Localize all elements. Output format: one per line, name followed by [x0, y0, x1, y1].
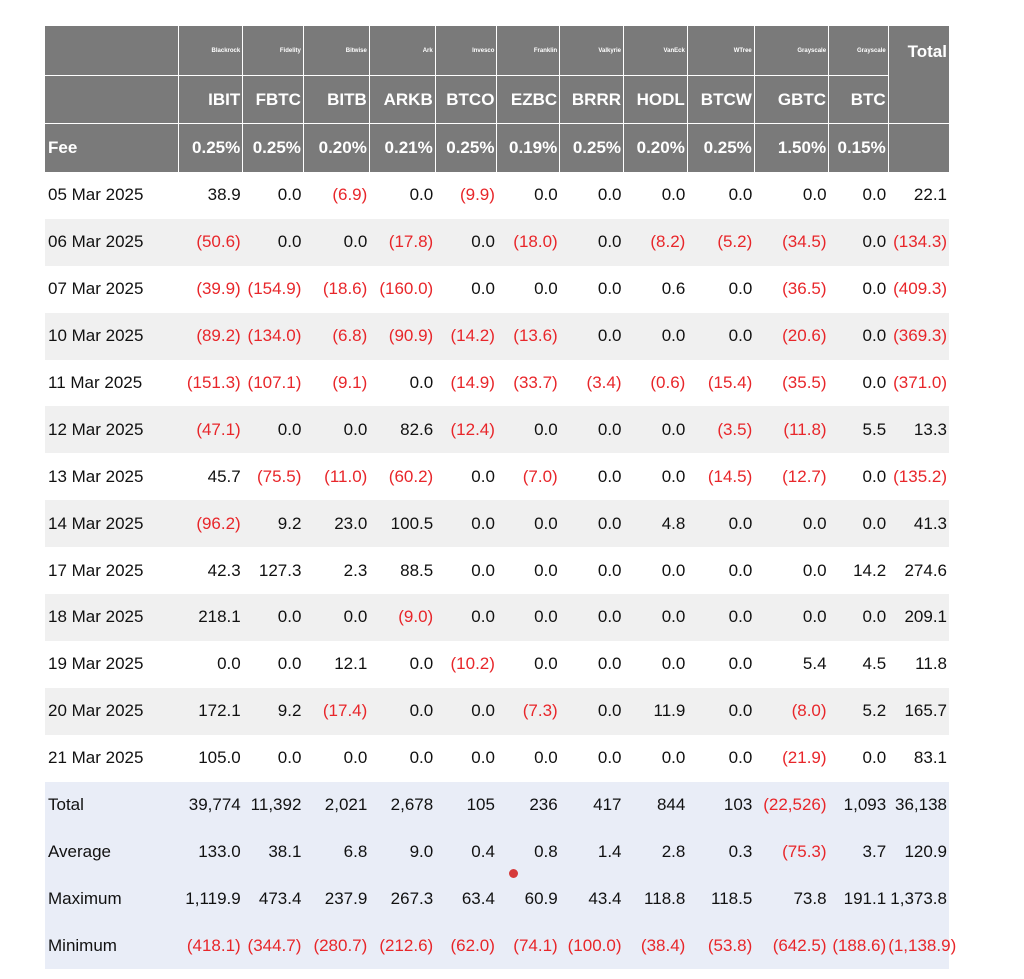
flow-cell: 105: [466, 795, 495, 815]
flow-cell: 0.0: [277, 185, 302, 205]
fee-value: 0.20%: [624, 124, 688, 173]
row-label: Minimum: [48, 935, 117, 955]
row-label: 19 Mar 2025: [48, 654, 144, 674]
flow-cell: 844: [656, 795, 686, 815]
row-label: Total: [48, 795, 84, 815]
flow-cell: 4.8: [661, 513, 686, 533]
table-row: [45, 735, 949, 782]
flow-cell: 5.4: [802, 654, 827, 674]
flow-cell: 0.0: [728, 701, 753, 721]
flow-cell: 0.0: [534, 560, 558, 580]
provider-name: Grayscale: [754, 26, 828, 76]
row-label: 20 Mar 2025: [48, 701, 144, 721]
fee-value: 0.21%: [369, 124, 435, 173]
flow-cell: 14.2: [853, 560, 887, 580]
flow-cell: 118.5: [711, 888, 753, 908]
provider-name: Grayscale: [829, 26, 889, 76]
table-row: [45, 313, 949, 360]
flow-cell: 0.0: [343, 232, 368, 252]
flow-cell: (39.9): [196, 279, 241, 299]
etf-flow-table: [45, 26, 957, 969]
row-label: 21 Mar 2025: [48, 748, 144, 768]
flow-cell: 0.0: [343, 748, 368, 768]
flow-cell: 0.0: [409, 185, 434, 205]
provider-name: VanEck: [624, 26, 688, 76]
flow-cell: 0.0: [862, 232, 887, 252]
flow-cell: 0.0: [534, 279, 558, 299]
summary-row: [45, 828, 949, 875]
row-total-cell: 1,373.8: [890, 888, 947, 908]
ticker-header: FBTC: [243, 76, 304, 124]
flow-cell: 43.4: [588, 888, 622, 908]
flow-cell: 12.1: [334, 654, 368, 674]
ticker-header: BTCW: [687, 76, 754, 124]
flow-cell: 2,678: [390, 795, 434, 815]
flow-cell: 2,021: [324, 795, 368, 815]
flow-cell: 118.8: [644, 888, 686, 908]
flow-cell: 0.8: [534, 841, 558, 861]
flow-cell: 0.0: [409, 654, 434, 674]
row-total-cell: (1,138.9): [888, 935, 957, 955]
table-row: [45, 219, 949, 266]
fee-header-row: [45, 124, 949, 173]
flow-cell: (34.5): [782, 232, 827, 252]
flow-cell: 0.0: [277, 748, 302, 768]
flow-cell: (89.2): [196, 326, 241, 346]
flow-cell: 473.4: [258, 888, 302, 908]
flow-cell: 0.0: [534, 419, 558, 439]
row-total-cell: (371.0): [893, 373, 947, 392]
table-row: [45, 172, 949, 219]
flow-cell: (6.8): [332, 326, 368, 346]
flow-cell: 0.0: [409, 373, 434, 392]
provider-name: Fidelity: [243, 26, 304, 76]
provider-name: Ark: [369, 26, 435, 76]
flow-cell: 0.0: [862, 466, 887, 486]
flow-cell: 0.0: [862, 326, 887, 346]
flow-cell: (33.7): [513, 373, 558, 392]
ticker-header: IBIT: [179, 76, 243, 124]
flow-cell: (15.4): [707, 373, 753, 392]
flow-cell: 38.1: [268, 841, 302, 861]
flow-cell: 0.0: [802, 560, 827, 580]
flow-cell: (154.9): [247, 279, 302, 299]
flow-cell: 1,093: [843, 795, 887, 815]
header-blank: [45, 76, 179, 124]
provider-name: Valkyrie: [560, 26, 624, 76]
fee-value: 0.25%: [179, 124, 243, 173]
flow-cell: 0.0: [597, 326, 622, 346]
flow-cell: 0.0: [661, 607, 686, 627]
flow-cell: 105.0: [198, 748, 241, 768]
flow-cell: 0.0: [728, 654, 753, 674]
fee-value: 0.25%: [687, 124, 754, 173]
flow-cell: (8.0): [791, 701, 827, 721]
row-total-cell: 11.8: [915, 654, 947, 674]
table-row: [45, 266, 949, 313]
flow-cell: (134.0): [247, 326, 302, 346]
flow-cell: 0.0: [343, 419, 368, 439]
flow-cell: 0.0: [217, 654, 241, 674]
flow-cell: (9.9): [459, 185, 495, 205]
row-label: 17 Mar 2025: [48, 560, 144, 580]
table-row: [45, 594, 949, 641]
flow-cell: 9.2: [277, 701, 302, 721]
flow-cell: 0.0: [597, 466, 622, 486]
row-total-cell: 120.9: [904, 841, 947, 861]
fee-value: 0.20%: [303, 124, 369, 173]
flow-cell: (62.0): [450, 935, 495, 955]
flow-cell: 0.6: [661, 279, 686, 299]
row-label: 11 Mar 2025: [48, 373, 143, 392]
flow-cell: 0.0: [277, 232, 302, 252]
table-row: [45, 547, 949, 594]
flow-cell: (10.2): [450, 654, 495, 674]
table-row: [45, 641, 949, 688]
row-total-cell: 13.3: [913, 419, 947, 439]
ticker-header: HODL: [624, 76, 688, 124]
flow-cell: 0.0: [534, 654, 558, 674]
flow-cell: (14.2): [450, 326, 495, 346]
fee-label: Fee: [45, 124, 179, 173]
flow-cell: (74.1): [513, 935, 558, 955]
header-corner: [45, 26, 179, 76]
fee-value: 0.25%: [435, 124, 497, 173]
flow-cell: 0.0: [728, 279, 753, 299]
flow-cell: (12.4): [450, 419, 495, 439]
flow-cell: 11,392: [250, 795, 302, 815]
flow-cell: 63.4: [461, 888, 495, 908]
flow-cell: (212.6): [379, 935, 434, 955]
row-total-cell: (369.3): [893, 326, 947, 346]
row-label: 12 Mar 2025: [48, 419, 144, 439]
row-label: 18 Mar 2025: [48, 607, 144, 627]
flow-cell: 267.3: [390, 888, 434, 908]
flow-cell: 0.0: [597, 419, 622, 439]
flow-cell: 0.0: [471, 279, 495, 299]
table-row: [45, 406, 949, 453]
flow-cell: 0.0: [471, 560, 495, 580]
flow-cell: 0.0: [802, 185, 827, 205]
fee-value: 0.15%: [829, 124, 889, 173]
flow-cell: 0.0: [597, 560, 622, 580]
flow-cell: 0.0: [471, 513, 495, 533]
flow-cell: 0.0: [862, 373, 887, 392]
flow-cell: 0.0: [862, 185, 887, 205]
table-row: [45, 453, 949, 500]
flow-cell: 0.0: [409, 701, 434, 721]
flow-cell: 9.2: [277, 513, 302, 533]
summary-row: [45, 922, 949, 969]
fee-value: 0.19%: [497, 124, 560, 173]
provider-name: WTree: [687, 26, 754, 76]
flow-cell: 60.9: [524, 888, 558, 908]
flow-cell: 42.3: [207, 560, 241, 580]
flow-cell: 0.0: [862, 748, 887, 768]
flow-cell: 4.5: [862, 654, 887, 674]
flow-cell: 0.0: [277, 419, 302, 439]
flow-cell: 5.5: [862, 419, 887, 439]
row-label: 13 Mar 2025: [48, 466, 144, 486]
flow-cell: 88.5: [400, 560, 434, 580]
flow-cell: (188.6): [832, 935, 887, 955]
table-body: [45, 172, 957, 969]
row-total-cell: 165.7: [904, 701, 947, 721]
flow-cell: 0.0: [661, 419, 686, 439]
flow-cell: (107.1): [247, 373, 302, 392]
summary-row: [45, 875, 949, 922]
flow-cell: 237.9: [324, 888, 368, 908]
flow-cell: (14.5): [707, 466, 753, 486]
flow-cell: (160.0): [379, 279, 434, 299]
table-row: [45, 688, 949, 735]
flow-cell: (18.0): [513, 232, 558, 252]
flow-cell: (96.2): [196, 513, 241, 533]
flow-cell: (0.6): [650, 373, 686, 392]
flow-cell: 39,774: [188, 795, 241, 815]
flow-cell: 3.7: [862, 841, 887, 861]
flow-cell: 0.0: [661, 326, 686, 346]
flow-cell: 133.0: [198, 841, 241, 861]
flow-cell: 0.0: [661, 466, 686, 486]
fee-value: 0.25%: [560, 124, 624, 173]
row-label: 07 Mar 2025: [48, 279, 144, 299]
flow-cell: (7.0): [522, 466, 558, 486]
flow-cell: (13.6): [513, 326, 558, 346]
flow-cell: (11.0): [324, 466, 368, 486]
flow-cell: 0.0: [343, 607, 368, 627]
flow-cell: (22,526): [763, 795, 827, 815]
row-label: 14 Mar 2025: [48, 513, 144, 533]
flow-cell: 0.0: [728, 326, 753, 346]
table-row: [45, 360, 949, 407]
flow-cell: 11.9: [653, 701, 686, 721]
table-row: [45, 500, 949, 547]
row-label: 05 Mar 2025: [48, 185, 144, 205]
flow-cell: 0.0: [728, 513, 753, 533]
flow-cell: 0.0: [597, 513, 622, 533]
flow-cell: 0.0: [661, 654, 686, 674]
flow-cell: 6.8: [343, 841, 368, 861]
flow-cell: (20.6): [782, 326, 827, 346]
row-total-cell: (135.2): [893, 466, 947, 486]
flow-cell: (35.5): [782, 373, 827, 392]
flow-cell: (344.7): [247, 935, 302, 955]
flow-cell: 0.0: [534, 185, 558, 205]
flow-cell: 0.0: [661, 185, 686, 205]
flow-cell: (17.4): [322, 701, 368, 721]
row-label: 06 Mar 2025: [48, 232, 144, 252]
flow-cell: (100.0): [567, 935, 622, 955]
flow-cell: (18.6): [322, 279, 368, 299]
flow-cell: (9.0): [398, 607, 434, 627]
ticker-header: BRRR: [560, 76, 624, 124]
flow-cell: (75.3): [782, 841, 827, 861]
flow-cell: (11.8): [783, 419, 827, 439]
flow-cell: 45.7: [207, 466, 241, 486]
flow-cell: 0.0: [471, 232, 495, 252]
flow-cell: 0.0: [802, 513, 827, 533]
ticker-header: BTCO: [435, 76, 497, 124]
row-label: Average: [48, 841, 112, 861]
flow-cell: 0.0: [862, 607, 887, 627]
ticker-header: BTC: [829, 76, 889, 124]
ticker-header: EZBC: [497, 76, 560, 124]
flow-cell: 0.0: [597, 232, 622, 252]
flow-cell: 1,119.9: [185, 888, 241, 908]
row-total-cell: 22.1: [913, 185, 947, 205]
flow-cell: (50.6): [196, 232, 241, 252]
flow-cell: 0.0: [471, 701, 495, 721]
flow-cell: 0.0: [277, 654, 302, 674]
flow-cell: (9.1): [332, 373, 368, 392]
flow-cell: 9.0: [409, 841, 434, 861]
provider-header-row: [45, 26, 949, 76]
flow-cell: 0.0: [534, 748, 558, 768]
flow-cell: (7.3): [522, 701, 558, 721]
flow-cell: 0.0: [471, 748, 495, 768]
flow-cell: (47.1): [196, 419, 241, 439]
flow-cell: (75.5): [256, 466, 302, 486]
flow-cell: (60.2): [388, 466, 434, 486]
ticker-header-row: [45, 76, 949, 124]
red-dot-marker: [509, 869, 518, 878]
flow-cell: 38.9: [207, 185, 241, 205]
provider-name: Invesco: [435, 26, 497, 76]
flow-cell: 0.0: [728, 560, 753, 580]
flow-cell: (14.9): [450, 373, 495, 392]
flow-cell: 2.3: [343, 560, 368, 580]
flow-cell: 172.1: [198, 701, 241, 721]
flow-cell: (642.5): [772, 935, 827, 955]
flow-cell: 0.0: [862, 513, 887, 533]
row-total-cell: (409.3): [893, 279, 947, 299]
flow-cell: 0.0: [597, 654, 622, 674]
flow-cell: 2.8: [661, 841, 686, 861]
ticker-header: GBTC: [754, 76, 828, 124]
flow-cell: 191.1: [843, 888, 887, 908]
row-total-cell: 36,138: [895, 795, 947, 815]
flow-cell: 0.0: [534, 607, 558, 627]
flow-cell: 0.4: [471, 841, 495, 861]
flow-cell: 0.0: [802, 607, 827, 627]
row-label: Maximum: [48, 888, 122, 908]
flow-cell: 0.0: [471, 607, 495, 627]
flow-cell: 0.0: [597, 607, 622, 627]
flow-cell: 0.0: [597, 279, 622, 299]
flow-cell: 0.0: [597, 701, 622, 721]
flow-cell: (53.8): [707, 935, 753, 955]
ticker-header: BITB: [303, 76, 369, 124]
flow-cell: 0.0: [661, 748, 686, 768]
provider-name: Bitwise: [303, 26, 369, 76]
row-total-cell: 209.1: [904, 607, 947, 627]
flow-cell: 218.1: [198, 607, 241, 627]
flow-cell: (38.4): [640, 935, 686, 955]
flow-cell: 0.0: [728, 607, 753, 627]
flow-cell: 5.2: [862, 701, 887, 721]
flow-cell: 0.0: [277, 607, 302, 627]
flow-cell: 100.5: [390, 513, 434, 533]
row-total-cell: (134.3): [893, 232, 947, 252]
flow-cell: 236: [529, 795, 558, 815]
fee-value: 1.50%: [754, 124, 828, 173]
flow-cell: (8.2): [650, 232, 686, 252]
flow-cell: 417: [593, 795, 622, 815]
flow-cell: 0.0: [471, 466, 495, 486]
flow-cell: (151.3): [186, 373, 241, 392]
flow-cell: 0.0: [534, 513, 558, 533]
flow-cell: (6.9): [332, 185, 368, 205]
provider-name: Franklin: [497, 26, 560, 76]
flow-cell: 0.0: [728, 748, 753, 768]
fee-total-blank: [888, 124, 949, 173]
flow-cell: (3.4): [586, 373, 622, 392]
fee-value: 0.25%: [243, 124, 304, 173]
row-total-cell: 274.6: [904, 560, 947, 580]
flow-cell: 73.8: [793, 888, 827, 908]
flow-cell: (418.1): [186, 935, 241, 955]
flow-cell: (36.5): [782, 279, 827, 299]
flow-cell: 0.0: [728, 185, 753, 205]
row-total-cell: 83.1: [913, 748, 947, 768]
row-total-cell: 41.3: [913, 513, 947, 533]
flow-cell: 127.3: [258, 560, 302, 580]
ticker-header: ARKB: [369, 76, 435, 124]
flow-cell: 82.6: [400, 419, 434, 439]
flow-cell: 0.0: [597, 748, 622, 768]
flow-cell: (3.5): [717, 419, 753, 439]
flow-cell: 0.0: [597, 185, 622, 205]
flow-cell: (17.8): [388, 232, 434, 252]
flow-cell: 0.0: [862, 279, 887, 299]
row-label: 10 Mar 2025: [48, 326, 144, 346]
total-column-header: Total: [888, 26, 949, 124]
flow-cell: (280.7): [313, 935, 368, 955]
flow-cell: 0.0: [409, 748, 434, 768]
table-header: [45, 26, 949, 172]
summary-row: [45, 782, 949, 829]
provider-name: Blackrock: [179, 26, 243, 76]
flow-cell: 1.4: [597, 841, 622, 861]
flow-cell: (21.9): [782, 748, 827, 768]
flow-cell: (5.2): [717, 232, 753, 252]
flow-cell: 0.3: [728, 841, 753, 861]
flow-cell: 0.0: [661, 560, 686, 580]
flow-cell: (12.7): [782, 466, 827, 486]
flow-cell: (90.9): [388, 326, 434, 346]
flow-cell: 103: [723, 795, 753, 815]
etf-flow-table-container: [45, 26, 957, 969]
flow-cell: 23.0: [334, 513, 368, 533]
